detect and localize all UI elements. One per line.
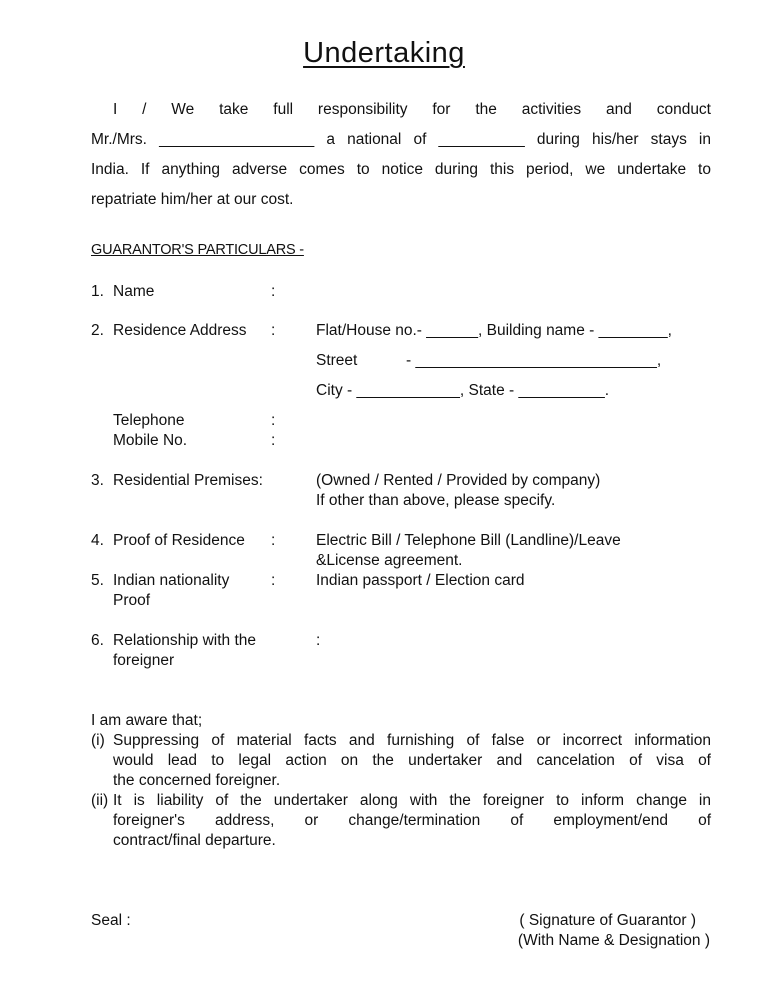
- aware-item-i-marker: (i): [91, 732, 105, 749]
- intro-line-2: Mr./Mrs. __________________ a national of __________ during his/her stays in: [91, 131, 711, 148]
- address-label: Residence Address: [113, 322, 247, 339]
- aware-heading: I am aware that;: [91, 712, 203, 729]
- intro-line-1: I / We take full responsibility for the activities and conduct: [113, 101, 711, 118]
- nationality-label-line-1: Indian nationality: [113, 572, 230, 589]
- particulars-heading: GUARANTOR'S PARTICULARS -: [91, 242, 304, 258]
- intro-line-4: repatriate him/her at our cost.: [91, 191, 294, 208]
- relationship-label-line-2: foreigner: [113, 652, 175, 669]
- premises-options: (Owned / Rented / Provided by company): [316, 472, 601, 489]
- relationship-label-line-1: Relationship with the: [113, 632, 257, 649]
- aware-item-i-line-2: would lead to legal action on the undertaker and cancelation of visa of: [113, 752, 711, 769]
- proof-colon: :: [271, 532, 276, 549]
- aware-item-i-line-1: Suppressing of material facts and furnishing of false or incorrect information: [113, 732, 711, 749]
- address-line-3: City - ____________, State - __________.: [316, 382, 610, 399]
- nationality-label-line-2: Proof: [113, 592, 151, 609]
- item-number-name: 1.: [91, 283, 104, 300]
- proof-value-line-1: Electric Bill / Telephone Bill (Landline)/Leave: [316, 532, 621, 549]
- item-number-nationality: 5.: [91, 572, 104, 589]
- address-colon: :: [271, 322, 276, 339]
- item-number-relationship: 6.: [91, 632, 104, 649]
- signature-label: ( Signature of Guarantor ): [519, 912, 696, 929]
- name-colon: :: [271, 283, 276, 300]
- telephone-colon: :: [271, 412, 276, 429]
- name-label: Name: [113, 283, 155, 300]
- relationship-colon: :: [316, 632, 321, 649]
- nationality-value: Indian passport / Election card: [316, 572, 525, 589]
- address-line-1: Flat/House no.- ______, Building name - ________,: [316, 322, 672, 339]
- seal-label: Seal :: [91, 912, 131, 929]
- intro-line-3: India. If anything adverse comes to notice during this period, we undertake to: [91, 161, 711, 178]
- mobile-colon: :: [271, 432, 276, 449]
- item-number-address: 2.: [91, 322, 104, 339]
- item-number-premises: 3.: [91, 472, 104, 489]
- nationality-colon: :: [271, 572, 276, 589]
- telephone-label: Telephone: [113, 412, 185, 429]
- aware-item-i-line-3: the concerned foreigner.: [113, 772, 281, 789]
- proof-value-line-2: &License agreement.: [316, 552, 463, 569]
- premises-specify: If other than above, please specify.: [316, 492, 556, 509]
- mobile-label: Mobile No.: [113, 432, 188, 449]
- street-label: Street: [316, 352, 358, 369]
- item-number-proof: 4.: [91, 532, 104, 549]
- aware-item-ii-line-2: foreigner's address, or change/termination of employment/end of: [113, 812, 711, 829]
- proof-label: Proof of Residence: [113, 532, 245, 549]
- designation-label: (With Name & Designation ): [517, 932, 710, 949]
- street-value: - ____________________________,: [406, 352, 662, 369]
- premises-label: Residential Premises:: [113, 472, 263, 489]
- document-title: Undertaking: [303, 37, 465, 69]
- aware-item-ii-line-3: contract/final departure.: [113, 832, 276, 849]
- aware-item-ii-marker: (ii): [91, 792, 109, 809]
- aware-item-ii-line-1: It is liability of the undertaker along with the foreigner to inform change in: [113, 792, 711, 809]
